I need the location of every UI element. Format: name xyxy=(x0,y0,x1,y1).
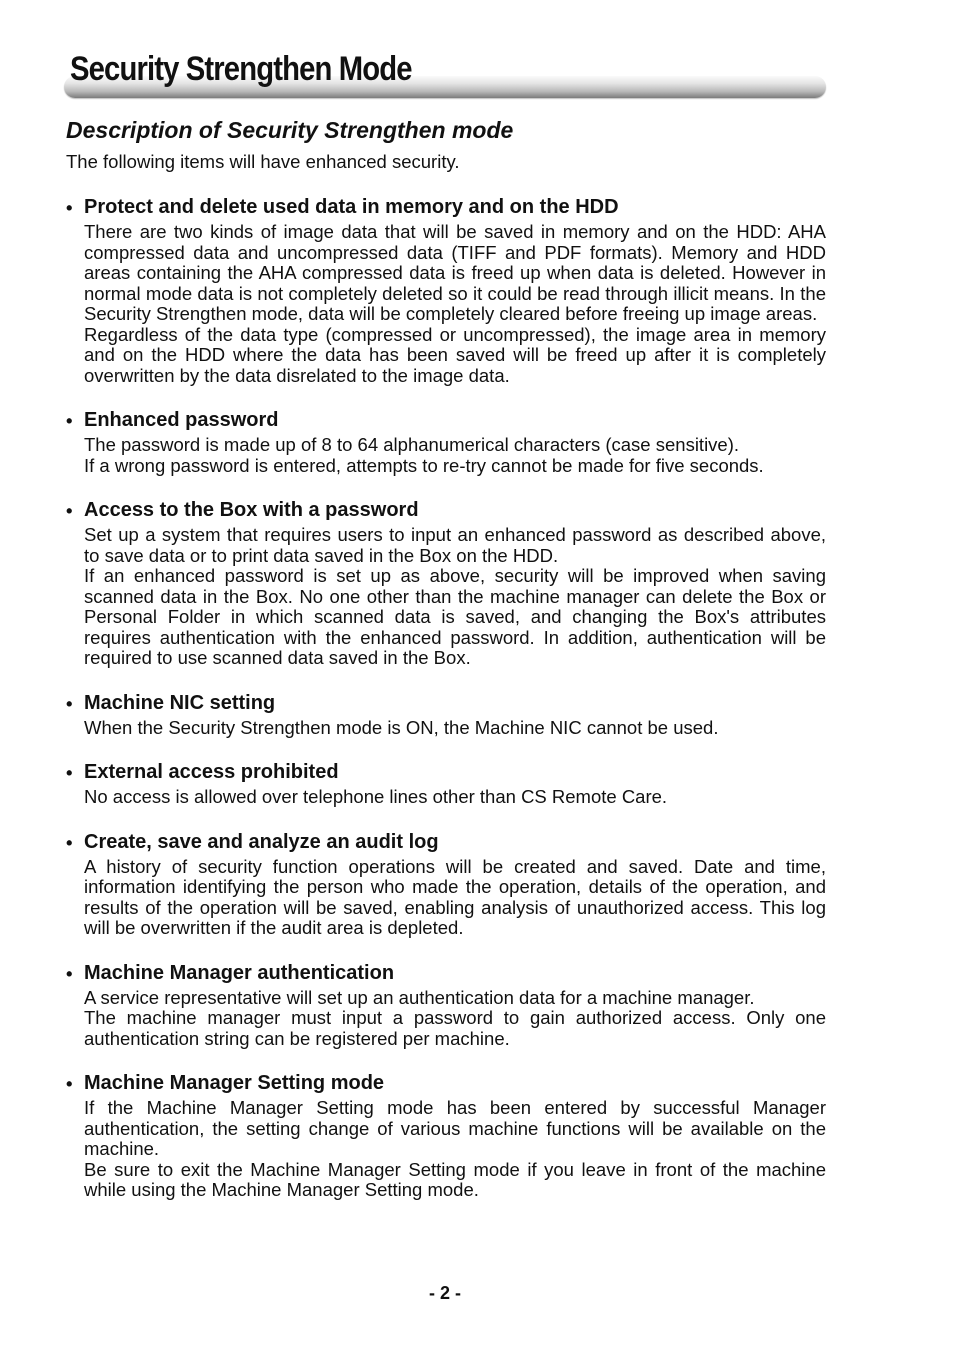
list-item xyxy=(66,1069,826,1201)
item-paragraph: If a wrong password is entered, attempts to re-try cannot be made for five seconds. xyxy=(84,454,764,476)
item-paragraph: Set up a system that requires users to input an enhanced password as described above, to save data or to print data saved in the Box on the HDD. xyxy=(84,524,826,566)
item-title: Create, save and analyze an audit log xyxy=(84,830,439,853)
list-item xyxy=(66,828,826,939)
bullet-icon: • xyxy=(66,962,73,984)
bullet-icon: • xyxy=(66,831,73,853)
bullet-icon: • xyxy=(66,410,73,431)
feature-list xyxy=(66,193,826,1201)
item-paragraph: If an enhanced password is set up as above, security will be improved when saving scanned data in the Box. No one other than the machine manager can delete the Box or Personal Folder in which scanned data is saved, and changing the Box's attributes requires authentication with the enhanced password. In addition, authentication will be required to use scanned data saved in the Box. xyxy=(84,565,826,668)
item-paragraph: Be sure to exit the Machine Manager Setting mode if you leave in front of the machine while using the Machine Manager Setting mode. xyxy=(84,1158,826,1200)
list-item xyxy=(66,406,826,476)
list-item xyxy=(66,193,826,386)
item-paragraph: If the Machine Manager Setting mode has been entered by successful Manager authentication, the setting change of various machine functions will be available on the machine. xyxy=(84,1097,826,1159)
item-paragraph: The machine manager must input a password to gain authorized access. Only one authentication string can be registered per machine. xyxy=(84,1007,826,1049)
list-item xyxy=(66,959,826,1050)
item-title: Machine NIC setting xyxy=(84,691,276,714)
section-heading: Description of Security Strengthen mode xyxy=(66,117,514,143)
item-paragraph: A service representative will set up an authentication data for a machine manager. xyxy=(84,986,755,1008)
item-title: Machine Manager authentication xyxy=(84,961,395,984)
bullet-icon: • xyxy=(66,500,73,521)
item-paragraph: Regardless of the data type (compressed or uncompressed), the image area in memory and on the HDD where the data has been saved will be freed up after it is completely overwritten by the data disrelated to the image data. xyxy=(84,323,826,386)
page-title: Security Strengthen Mode xyxy=(70,50,412,88)
item-paragraph: No access is allowed over telephone lines other than CS Remote Care. xyxy=(84,786,668,807)
list-item xyxy=(66,689,826,739)
item-title: Protect and delete used data in memory and on the HDD xyxy=(84,196,619,218)
item-paragraph: When the Security Strengthen mode is ON, the Machine NIC cannot be used. xyxy=(84,716,719,738)
list-item xyxy=(66,758,826,808)
intro-text: The following items will have enhanced security. xyxy=(66,151,460,172)
bullet-icon: • xyxy=(66,197,73,218)
bullet-icon: • xyxy=(66,762,73,783)
item-title: Machine Manager Setting mode xyxy=(84,1072,385,1094)
content xyxy=(66,114,826,1221)
item-title: Access to the Box with a password xyxy=(84,499,419,521)
item-paragraph: The password is made up of 8 to 64 alphanumerical characters (case sensitive). xyxy=(84,434,740,455)
item-paragraph: There are two kinds of image data that will be saved in memory and on the HDD: AHA compressed data and uncompressed data (TIFF and PDF formats). Memory and HDD areas containing the AHA compressed data is freed up when data is deleted. However in normal mode data is not completely deleted so it could be read through illicit means. In the Security Strengthen mode, data will be completely cleared before freeing up image areas. xyxy=(84,221,826,324)
item-title: External access prohibited xyxy=(84,761,339,783)
bullet-icon: • xyxy=(66,692,73,714)
page-number: - 2 - xyxy=(428,1283,461,1303)
bullet-icon: • xyxy=(66,1073,73,1094)
list-item xyxy=(66,496,826,669)
item-paragraph: A history of security function operations will be created and saved. Date and time, information identifying the person who made the operation, details of the operation, and results of the operation will be saved, enabling analysis of unauthorized access. This log will be overwritten if the audit area is depleted. xyxy=(84,855,826,938)
item-title: Enhanced password xyxy=(84,409,279,431)
page-header xyxy=(64,48,826,100)
